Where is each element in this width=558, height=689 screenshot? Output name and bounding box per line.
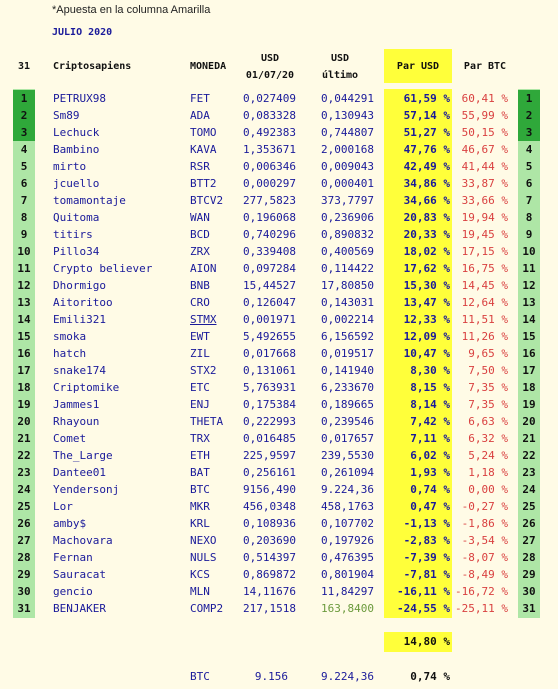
participant-name: Emili321 bbox=[53, 313, 106, 326]
participant-name: Sm89 bbox=[53, 109, 80, 122]
rank-cell-left: 13 bbox=[17, 296, 31, 309]
bet-note: *Apuesta en la columna Amarilla bbox=[52, 4, 211, 16]
usd-last-value: 0,744807 bbox=[321, 126, 374, 139]
table-row bbox=[0, 549, 558, 566]
par-usd-value: -2,83 % bbox=[403, 534, 450, 547]
participant-name: Fernan bbox=[53, 551, 93, 564]
coin-symbol: STMX bbox=[190, 313, 217, 326]
table-row bbox=[0, 141, 558, 158]
usd-start-value: 217,1518 bbox=[243, 602, 296, 615]
rank-cell-right: 22 bbox=[522, 449, 536, 462]
coin-symbol: STX2 bbox=[190, 364, 217, 377]
usd-start-value: 9156,490 bbox=[243, 483, 296, 496]
par-usd-value: 17,62 % bbox=[403, 262, 450, 275]
usd-start-value: 0,108936 bbox=[243, 517, 296, 530]
par-usd-value: 51,27 % bbox=[403, 126, 450, 139]
coin-symbol: ADA bbox=[190, 109, 210, 122]
par-btc-value: 1,18 % bbox=[468, 466, 508, 479]
rank-cell-right: 26 bbox=[522, 517, 536, 530]
header-usd-last-line2: último bbox=[321, 70, 359, 81]
participant-name: The_Large bbox=[53, 449, 113, 462]
rank-cell-right: 15 bbox=[522, 330, 536, 343]
par-btc-value: 19,45 % bbox=[461, 228, 508, 241]
rank-cell-right: 1 bbox=[518, 90, 540, 107]
table-row bbox=[0, 498, 558, 515]
rank-cell-left: 2 bbox=[13, 107, 35, 124]
par-btc-value: 9,65 % bbox=[468, 347, 508, 360]
rank-cell-left: 31 bbox=[17, 602, 31, 615]
table-row bbox=[0, 158, 558, 175]
par-btc-value: 50,15 % bbox=[461, 126, 508, 139]
usd-start-value: 0,203690 bbox=[243, 534, 296, 547]
rank-cell-left: 1 bbox=[13, 90, 35, 107]
par-usd-value: 7,11 % bbox=[410, 432, 450, 445]
usd-start-value: 1,353671 bbox=[243, 143, 296, 156]
par-usd-value: -24,55 % bbox=[397, 602, 450, 615]
par-usd-value: 8,30 % bbox=[410, 364, 450, 377]
usd-last-value: 0,114422 bbox=[321, 262, 374, 275]
header-par-btc: Par BTC bbox=[463, 61, 507, 72]
par-btc-value: 55,99 % bbox=[461, 109, 508, 122]
table-row bbox=[0, 532, 558, 549]
coin-symbol: KCS bbox=[190, 568, 210, 581]
coin-symbol: KRL bbox=[190, 517, 210, 530]
rank-cell-left: 29 bbox=[17, 568, 31, 581]
rank-cell-left: 5 bbox=[20, 160, 28, 173]
par-btc-value: 41,44 % bbox=[461, 160, 508, 173]
par-usd-value: 18,02 % bbox=[403, 245, 450, 258]
usd-start-value: 0,006346 bbox=[243, 160, 296, 173]
table-row bbox=[0, 328, 558, 345]
usd-last-value: 17,80850 bbox=[321, 279, 374, 292]
header-usd-start-line2: 01/07/20 bbox=[245, 70, 295, 81]
usd-last-value: 0,801904 bbox=[321, 568, 374, 581]
par-btc-value: -3,54 % bbox=[461, 534, 508, 547]
rank-cell-right: 24 bbox=[522, 483, 536, 496]
rank-cell-left: 8 bbox=[20, 211, 28, 224]
table-row bbox=[0, 379, 558, 396]
rank-cell-right: 2 bbox=[518, 107, 540, 124]
coin-symbol: ENJ bbox=[190, 398, 210, 411]
usd-last-value: 0,000401 bbox=[321, 177, 374, 190]
usd-start-value: 5,492655 bbox=[243, 330, 296, 343]
usd-start-value: 0,126047 bbox=[243, 296, 296, 309]
usd-last-value: 0,189665 bbox=[321, 398, 374, 411]
rank-cell-left: 23 bbox=[17, 466, 31, 479]
table-row bbox=[0, 192, 558, 209]
participant-name: Yendersonj bbox=[53, 483, 120, 496]
par-btc-value: -1,86 % bbox=[461, 517, 508, 530]
participant-name: Dhormigo bbox=[53, 279, 106, 292]
footer-usd-start: 9.156 bbox=[254, 670, 288, 683]
usd-start-value: 0,222993 bbox=[243, 415, 296, 428]
usd-last-value: 373,7797 bbox=[321, 194, 374, 207]
rank-cell-left: 16 bbox=[17, 347, 31, 360]
rank-cell-right: 27 bbox=[522, 534, 536, 547]
usd-last-value: 0,261094 bbox=[321, 466, 374, 479]
rank-cell-right: 9 bbox=[525, 228, 533, 241]
par-usd-value: 20,33 % bbox=[403, 228, 450, 241]
coin-symbol: ZRX bbox=[190, 245, 210, 258]
coin-symbol: BCD bbox=[190, 228, 210, 241]
par-usd-value: 57,14 % bbox=[403, 109, 450, 122]
par-usd-value: -16,11 % bbox=[397, 585, 450, 598]
usd-start-value: 0,001971 bbox=[243, 313, 296, 326]
rank-cell-left: 25 bbox=[17, 500, 31, 513]
usd-start-value: 277,5823 bbox=[243, 194, 296, 207]
par-btc-value: 60,41 % bbox=[461, 92, 508, 105]
rank-cell-left: 14 bbox=[17, 313, 31, 326]
rank-cell-left: 15 bbox=[17, 330, 31, 343]
rank-cell-left: 26 bbox=[17, 517, 31, 530]
usd-start-value: 456,0348 bbox=[243, 500, 296, 513]
coin-symbol: BTT2 bbox=[190, 177, 217, 190]
usd-last-value: 0,130943 bbox=[321, 109, 374, 122]
table-row bbox=[0, 175, 558, 192]
par-usd-value: 12,09 % bbox=[403, 330, 450, 343]
rank-cell-left: 21 bbox=[17, 432, 31, 445]
usd-start-value: 14,11676 bbox=[243, 585, 296, 598]
rank-cell-right: 14 bbox=[522, 313, 536, 326]
footer-coin: BTC bbox=[190, 670, 210, 683]
usd-last-value: 0,009043 bbox=[321, 160, 374, 173]
rank-cell-right: 7 bbox=[525, 194, 533, 207]
par-usd-value: 13,47 % bbox=[403, 296, 450, 309]
participant-name: Aitoritoo bbox=[53, 296, 113, 309]
usd-last-value: 0,197926 bbox=[321, 534, 374, 547]
participant-name: Comet bbox=[53, 432, 87, 445]
usd-last-value: 239,5530 bbox=[321, 449, 374, 462]
participant-name: Lor bbox=[53, 500, 73, 513]
coin-symbol: ZIL bbox=[190, 347, 210, 360]
usd-last-value: 2,000168 bbox=[321, 143, 374, 156]
usd-start-value: 0,492383 bbox=[243, 126, 296, 139]
usd-start-value: 0,017668 bbox=[243, 347, 296, 360]
usd-start-value: 0,256161 bbox=[243, 466, 296, 479]
par-btc-value: 14,45 % bbox=[461, 279, 508, 292]
rank-cell-left: 24 bbox=[17, 483, 31, 496]
rank-cell-left: 6 bbox=[20, 177, 28, 190]
rank-cell-left: 27 bbox=[17, 534, 31, 547]
participant-name: hatch bbox=[53, 347, 87, 360]
usd-last-value: 0,236906 bbox=[321, 211, 374, 224]
participant-name: smoka bbox=[53, 330, 87, 343]
usd-last-value: 9.224,36 bbox=[321, 483, 374, 496]
header-usd-last bbox=[305, 50, 375, 84]
usd-start-value: 15,44527 bbox=[243, 279, 296, 292]
par-btc-value: 6,63 % bbox=[468, 415, 508, 428]
par-btc-value: 17,15 % bbox=[461, 245, 508, 258]
coin-symbol: ETH bbox=[190, 449, 210, 462]
rank-cell-right: 19 bbox=[522, 398, 536, 411]
usd-start-value: 0,869872 bbox=[243, 568, 296, 581]
coin-symbol: MKR bbox=[190, 500, 210, 513]
par-btc-value: 7,50 % bbox=[468, 364, 508, 377]
participant-name: Quitoma bbox=[53, 211, 100, 224]
usd-start-value: 0,083328 bbox=[243, 109, 296, 122]
usd-last-value: 0,019517 bbox=[321, 347, 374, 360]
rank-cell-left: 17 bbox=[17, 364, 31, 377]
header-usd-start-line1: USD bbox=[260, 53, 280, 64]
coin-symbol: BTCV2 bbox=[190, 194, 224, 207]
usd-last-value: 0,890832 bbox=[321, 228, 374, 241]
participant-name: PETRUX98 bbox=[53, 92, 106, 105]
par-usd-value: 61,59 % bbox=[403, 92, 450, 105]
par-usd-value: -1,13 % bbox=[403, 517, 450, 530]
usd-start-value: 0,196068 bbox=[243, 211, 296, 224]
usd-start-value: 0,514397 bbox=[243, 551, 296, 564]
table-row bbox=[0, 430, 558, 447]
usd-last-value: 0,141940 bbox=[321, 364, 374, 377]
rank-cell-left: 4 bbox=[20, 143, 28, 156]
usd-last-value: 0,002214 bbox=[321, 313, 374, 326]
par-usd-value: -7,81 % bbox=[403, 568, 450, 581]
par-btc-value: 0,00 % bbox=[468, 483, 508, 496]
usd-start-value: 0,339408 bbox=[243, 245, 296, 258]
rank-cell-right: 21 bbox=[522, 432, 536, 445]
par-usd-value: 34,86 % bbox=[403, 177, 450, 190]
rank-cell-left: 12 bbox=[17, 279, 31, 292]
table-row bbox=[0, 345, 558, 362]
par-btc-value: -8,07 % bbox=[461, 551, 508, 564]
par-usd-value: 1,93 % bbox=[410, 466, 450, 479]
participant-name: Lechuck bbox=[53, 126, 100, 139]
par-btc-value: 6,32 % bbox=[468, 432, 508, 445]
usd-start-value: 0,131061 bbox=[243, 364, 296, 377]
rank-cell-left: 18 bbox=[17, 381, 31, 394]
rank-cell-right: 12 bbox=[522, 279, 536, 292]
par-btc-value: -0,27 % bbox=[461, 500, 508, 513]
coin-symbol: RSR bbox=[190, 160, 210, 173]
coin-symbol: FET bbox=[190, 92, 210, 105]
table-row bbox=[0, 566, 558, 583]
usd-last-value: 6,156592 bbox=[321, 330, 374, 343]
par-btc-value: 7,35 % bbox=[468, 381, 508, 394]
participant-name: snake174 bbox=[53, 364, 106, 377]
rank-cell-right: 8 bbox=[525, 211, 533, 224]
usd-start-value: 0,175384 bbox=[243, 398, 296, 411]
par-btc-value: 19,94 % bbox=[461, 211, 508, 224]
table-row bbox=[0, 124, 558, 141]
par-usd-value: 0,47 % bbox=[410, 500, 450, 513]
usd-last-value: 0,400569 bbox=[321, 245, 374, 258]
rank-cell-right: 20 bbox=[522, 415, 536, 428]
rank-cell-right: 31 bbox=[522, 602, 536, 615]
rank-cell-right: 18 bbox=[522, 381, 536, 394]
participant-name: mirto bbox=[53, 160, 87, 173]
usd-start-value: 0,000297 bbox=[243, 177, 296, 190]
header-coin: MONEDA bbox=[190, 61, 227, 72]
participant-name: Jammes1 bbox=[53, 398, 100, 411]
par-btc-value: 11,26 % bbox=[461, 330, 508, 343]
table-row bbox=[0, 362, 558, 379]
rank-cell-right: 16 bbox=[522, 347, 536, 360]
rank-cell-left: 20 bbox=[17, 415, 31, 428]
participant-name: Pillo34 bbox=[53, 245, 100, 258]
table-row bbox=[0, 107, 558, 124]
table-row bbox=[0, 226, 558, 243]
par-usd-value: 47,76 % bbox=[403, 143, 450, 156]
usd-start-value: 0,740296 bbox=[243, 228, 296, 241]
table-row bbox=[0, 396, 558, 413]
rank-cell-right: 17 bbox=[522, 364, 536, 377]
usd-last-value: 0,143031 bbox=[321, 296, 374, 309]
table-row bbox=[0, 464, 558, 481]
participant-name: Bambino bbox=[53, 143, 100, 156]
table-row bbox=[0, 600, 558, 617]
usd-last-value: 6,233670 bbox=[321, 381, 374, 394]
participant-name: Crypto believer bbox=[53, 262, 153, 275]
par-btc-value: 46,67 % bbox=[461, 143, 508, 156]
rank-cell-left: 9 bbox=[20, 228, 28, 241]
usd-last-value: 11,84297 bbox=[321, 585, 374, 598]
table-row bbox=[0, 294, 558, 311]
rank-cell-left: 3 bbox=[13, 124, 35, 141]
coin-symbol: EWT bbox=[190, 330, 210, 343]
participant-name: jcuello bbox=[53, 177, 100, 190]
par-btc-value: 16,75 % bbox=[461, 262, 508, 275]
table-row bbox=[0, 90, 558, 107]
coin-symbol: COMP2 bbox=[190, 602, 224, 615]
participant-name: Criptomike bbox=[53, 381, 120, 394]
rank-cell-right: 10 bbox=[522, 245, 536, 258]
par-usd-value: 0,74 % bbox=[410, 483, 450, 496]
table-row bbox=[0, 583, 558, 600]
par-btc-value: 12,64 % bbox=[461, 296, 508, 309]
header-count: 31 bbox=[17, 61, 31, 72]
rank-cell-left: 11 bbox=[17, 262, 31, 275]
participant-name: titirs bbox=[53, 228, 93, 241]
rank-cell-right: 5 bbox=[525, 160, 533, 173]
usd-last-value: 0,044291 bbox=[321, 92, 374, 105]
par-usd-value: 7,42 % bbox=[410, 415, 450, 428]
rank-cell-left: 10 bbox=[17, 245, 31, 258]
par-usd-value: 8,14 % bbox=[410, 398, 450, 411]
usd-start-value: 225,9597 bbox=[243, 449, 296, 462]
par-usd-value: 10,47 % bbox=[403, 347, 450, 360]
rank-cell-right: 4 bbox=[525, 143, 533, 156]
par-usd-value: 34,66 % bbox=[403, 194, 450, 207]
rank-cell-right: 28 bbox=[522, 551, 536, 564]
footer-par-usd: 0,74 % bbox=[410, 670, 450, 683]
coin-symbol: AION bbox=[190, 262, 217, 275]
par-usd-value: 20,83 % bbox=[403, 211, 450, 224]
par-btc-value: 7,35 % bbox=[468, 398, 508, 411]
month-label: JULIO 2020 bbox=[52, 27, 113, 38]
rank-cell-right: 6 bbox=[525, 177, 533, 190]
participant-name: Rhayoun bbox=[53, 415, 100, 428]
par-usd-value: 42,49 % bbox=[403, 160, 450, 173]
usd-last-value: 163,8400 bbox=[321, 602, 374, 615]
header-usd-last-line1: USD bbox=[330, 53, 350, 64]
usd-start-value: 0,016485 bbox=[243, 432, 296, 445]
coin-symbol: CRO bbox=[190, 296, 210, 309]
table-row bbox=[0, 260, 558, 277]
participant-name: tomamontaje bbox=[53, 194, 126, 207]
coin-symbol: THETA bbox=[190, 415, 224, 428]
footer-usd-last: 9.224,36 bbox=[321, 670, 374, 683]
coin-symbol: BTC bbox=[190, 483, 210, 496]
participant-name: amby$ bbox=[53, 517, 87, 530]
total-par-usd: 14,80 % bbox=[384, 632, 452, 652]
participant-name: BENJAKER bbox=[53, 602, 106, 615]
usd-last-value: 0,017657 bbox=[321, 432, 374, 445]
table-row bbox=[0, 447, 558, 464]
rank-cell-left: 28 bbox=[17, 551, 31, 564]
rank-cell-right: 30 bbox=[522, 585, 536, 598]
table-row bbox=[0, 413, 558, 430]
usd-last-value: 0,476395 bbox=[321, 551, 374, 564]
table-row bbox=[0, 209, 558, 226]
coin-symbol: NEXO bbox=[190, 534, 217, 547]
table-row bbox=[0, 277, 558, 294]
participant-name: Machovara bbox=[53, 534, 113, 547]
usd-last-value: 0,239546 bbox=[321, 415, 374, 428]
coin-symbol: BAT bbox=[190, 466, 210, 479]
rank-cell-left: 22 bbox=[17, 449, 31, 462]
rank-cell-left: 19 bbox=[17, 398, 31, 411]
coin-symbol: KAVA bbox=[190, 143, 217, 156]
rank-cell-right: 25 bbox=[522, 500, 536, 513]
par-btc-value: -16,72 % bbox=[455, 585, 508, 598]
rank-cell-left: 7 bbox=[20, 194, 28, 207]
rank-cell-right: 11 bbox=[522, 262, 536, 275]
usd-start-value: 0,027409 bbox=[243, 92, 296, 105]
usd-start-value: 0,097284 bbox=[243, 262, 296, 275]
header-usd-start bbox=[235, 50, 305, 84]
par-btc-value: -8,49 % bbox=[461, 568, 508, 581]
coin-symbol: BNB bbox=[190, 279, 210, 292]
rank-cell-right: 29 bbox=[522, 568, 536, 581]
rank-cell-right: 23 bbox=[522, 466, 536, 479]
participant-name: Sauracat bbox=[53, 568, 106, 581]
usd-last-value: 0,107702 bbox=[321, 517, 374, 530]
par-btc-value: 33,66 % bbox=[461, 194, 508, 207]
participant-name: Dantee01 bbox=[53, 466, 106, 479]
par-usd-value: 12,33 % bbox=[403, 313, 450, 326]
coin-symbol: ETC bbox=[190, 381, 210, 394]
table-row bbox=[0, 481, 558, 498]
participant-name: gencio bbox=[53, 585, 93, 598]
table-row bbox=[0, 515, 558, 532]
par-usd-value: 6,02 % bbox=[410, 449, 450, 462]
par-usd-value: 15,30 % bbox=[403, 279, 450, 292]
par-usd-value: -7,39 % bbox=[403, 551, 450, 564]
coin-symbol: TOMO bbox=[190, 126, 217, 139]
coin-symbol: MLN bbox=[190, 585, 210, 598]
table-row bbox=[0, 311, 558, 328]
usd-last-value: 458,1763 bbox=[321, 500, 374, 513]
rank-cell-left: 30 bbox=[17, 585, 31, 598]
coin-symbol: WAN bbox=[190, 211, 210, 224]
par-btc-value: 5,24 % bbox=[468, 449, 508, 462]
header-name: Criptosapiens bbox=[53, 61, 132, 72]
coin-symbol: NULS bbox=[190, 551, 217, 564]
par-btc-value: 11,51 % bbox=[461, 313, 508, 326]
usd-start-value: 5,763931 bbox=[243, 381, 296, 394]
table-row bbox=[0, 243, 558, 260]
header-par-usd: Par USD bbox=[396, 61, 440, 72]
par-btc-value: -25,11 % bbox=[455, 602, 508, 615]
par-usd-value: 8,15 % bbox=[410, 381, 450, 394]
coin-symbol: TRX bbox=[190, 432, 210, 445]
par-btc-value: 33,87 % bbox=[461, 177, 508, 190]
rank-cell-right: 13 bbox=[522, 296, 536, 309]
rank-cell-right: 3 bbox=[518, 124, 540, 141]
